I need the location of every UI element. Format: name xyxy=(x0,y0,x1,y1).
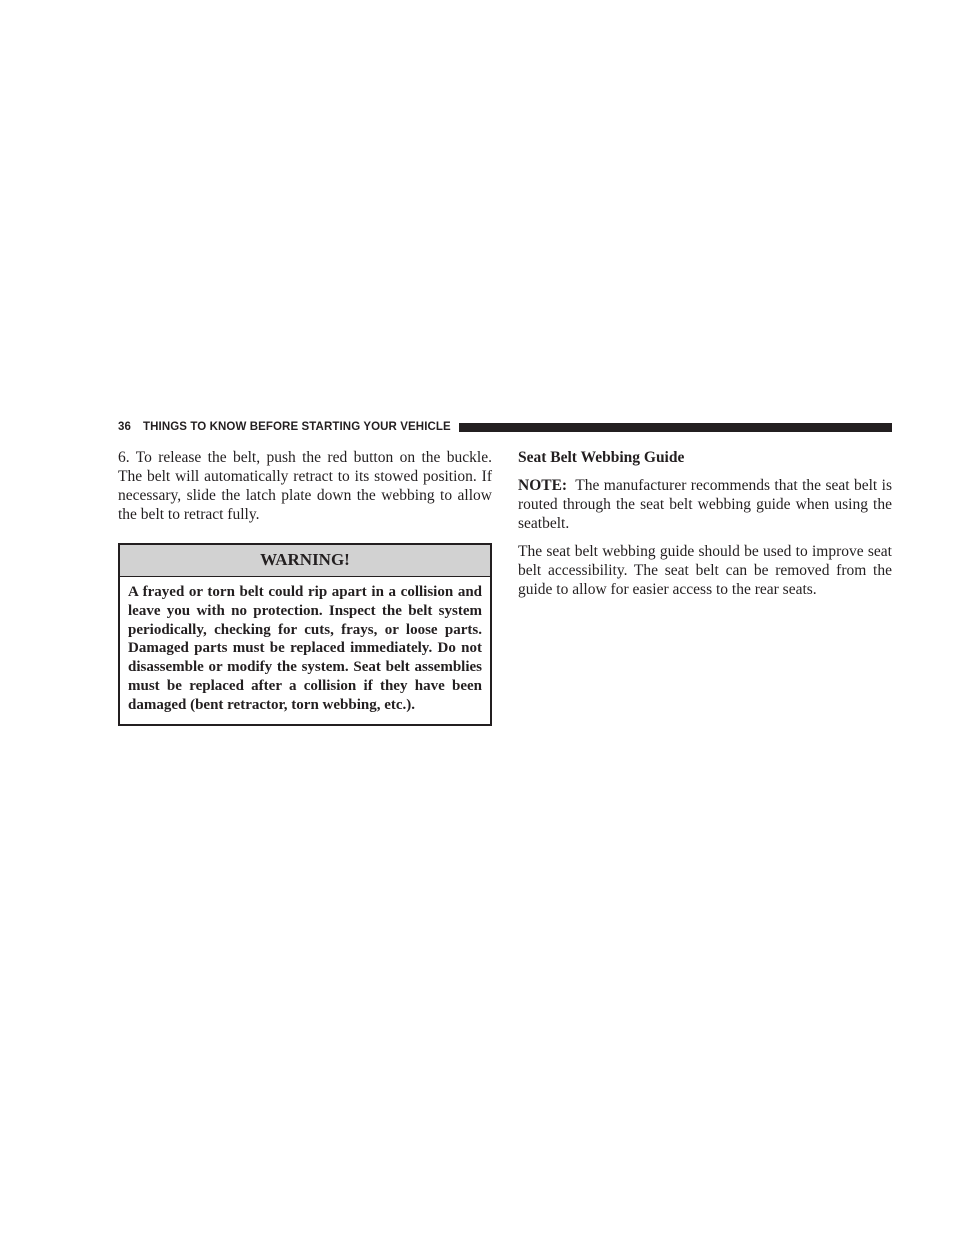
section-title: THINGS TO KNOW BEFORE STARTING YOUR VEHICLE xyxy=(143,421,451,433)
note-paragraph xyxy=(518,476,892,533)
note-text: The manufacturer recommends that the seat belt is routed through the seat belt webbing guide when using the seatbelt. xyxy=(518,477,892,532)
step-6-paragraph: 6. To release the belt, push the red button on the buckle. The belt will automatically retract to its stowed position. If necessary, slide the latch plate down the webbing to allow the belt to retract fully. xyxy=(118,449,492,523)
note-label: NOTE: xyxy=(518,477,568,494)
page-header xyxy=(118,419,892,435)
header-rule xyxy=(459,423,892,432)
section-heading: Seat Belt Webbing Guide xyxy=(518,449,685,466)
warning-box xyxy=(118,543,492,726)
body-paragraph: The seat belt webbing guide should be used to improve seat belt accessibility. The seat belt can be removed from the guide to allow for easier access to the rear seats. xyxy=(518,543,892,598)
right-column xyxy=(518,448,892,599)
left-column xyxy=(118,448,492,726)
warning-text: A frayed or torn belt could rip apart in a collision and leave you with no protection. Inspect the belt system periodically, checking for cuts, frays, or loose parts. Damaged parts must be replaced immediately. Do not disassemble or modify the system. Seat belt assemblies must be replaced after a collision if they have been damaged (bent retractor, torn webbing, etc.). xyxy=(128,584,482,713)
warning-title: WARNING! xyxy=(120,545,490,577)
page-number: 36 xyxy=(118,421,131,433)
